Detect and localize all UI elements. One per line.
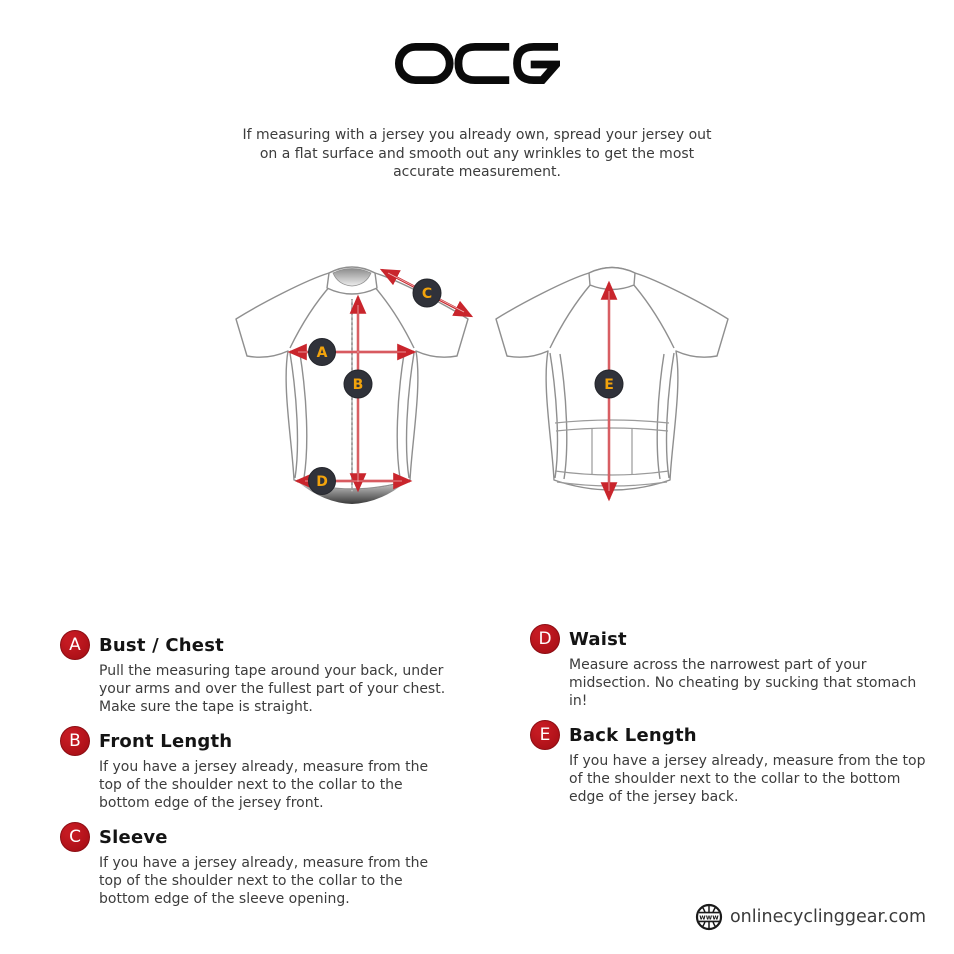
collar-back: [589, 268, 635, 290]
marker-d-letter: D: [316, 474, 328, 490]
key-section-sleeve: [60, 821, 448, 908]
key-badge-c: [60, 822, 90, 852]
key-section-bust-chest: [60, 629, 448, 716]
website-link[interactable]: onlinecyclinggear.com: [729, 907, 926, 927]
key-badge-b: [60, 726, 90, 756]
key-body-front-length: If you have a jersey already, measure from the top of the shoulder next to the collar to the bottom edge of the jersey front.: [99, 759, 429, 811]
marker-d-badge: [309, 468, 336, 495]
key-badge-a-letter: A: [69, 634, 81, 655]
marker-e-letter: E: [604, 377, 614, 393]
back-jersey-diagram: [488, 256, 736, 508]
key-badge-e-letter: E: [539, 724, 551, 745]
key-section-front-length: [60, 725, 448, 812]
marker-b-letter: B: [352, 377, 364, 393]
key-section-waist: [530, 623, 932, 710]
logo-letter-c: [458, 47, 509, 80]
key-body-bust-chest: Pull the measuring tape around your back, under your arms and over the fullest part of your chest. Make sure the tape is straight.: [99, 663, 446, 715]
marker-e-badge: [595, 370, 623, 398]
key-title-bust-chest: Bust / Chest: [99, 634, 224, 656]
logo-letter-o: [399, 47, 450, 80]
key-badge-e: [530, 720, 560, 750]
marker-a-badge: [309, 339, 336, 366]
key-body-waist: Measure across the narrowest part of your midsection. No cheating by sucking that stomach in!: [569, 657, 917, 709]
key-title-sleeve: Sleeve: [99, 826, 168, 848]
key-title-back-length: Back Length: [569, 724, 697, 746]
ocg-logo-glyphs: [394, 42, 560, 85]
key-body-back-length: If you have a jersey already, measure from the top of the shoulder next to the collar to the bottom edge of the jersey back.: [569, 753, 926, 805]
key-badge-b-letter: B: [69, 730, 81, 751]
key-section-back-length: [530, 719, 932, 806]
front-jersey-diagram: [228, 256, 476, 508]
marker-a-letter: A: [316, 345, 328, 361]
measurement-key-right: [530, 623, 932, 815]
logo-letter-g: [517, 47, 558, 80]
svg-text:www: www: [699, 913, 719, 922]
key-badge-d-letter: D: [538, 628, 552, 649]
footer: [695, 903, 926, 931]
marker-c-badge: [413, 279, 441, 307]
key-badge-a: [60, 630, 90, 660]
intro-text: If measuring with a jersey you already own, spread your jersey out on a flat surface and smooth out any wrinkles to get the most accurate measurement.: [242, 127, 712, 180]
key-body-sleeve: If you have a jersey already, measure from the top of the shoulder next to the collar to the bottom edge of the sleeve opening.: [99, 855, 429, 907]
key-badge-d: [530, 624, 560, 654]
ocg-logo: [0, 42, 954, 85]
marker-b-badge: [344, 370, 372, 398]
key-badge-c-letter: C: [69, 826, 81, 847]
key-title-waist: Waist: [569, 628, 627, 650]
globe-www-icon: [695, 903, 723, 931]
measurement-key-left: [60, 629, 448, 917]
marker-c-letter: C: [421, 286, 433, 302]
key-title-front-length: Front Length: [99, 730, 233, 752]
